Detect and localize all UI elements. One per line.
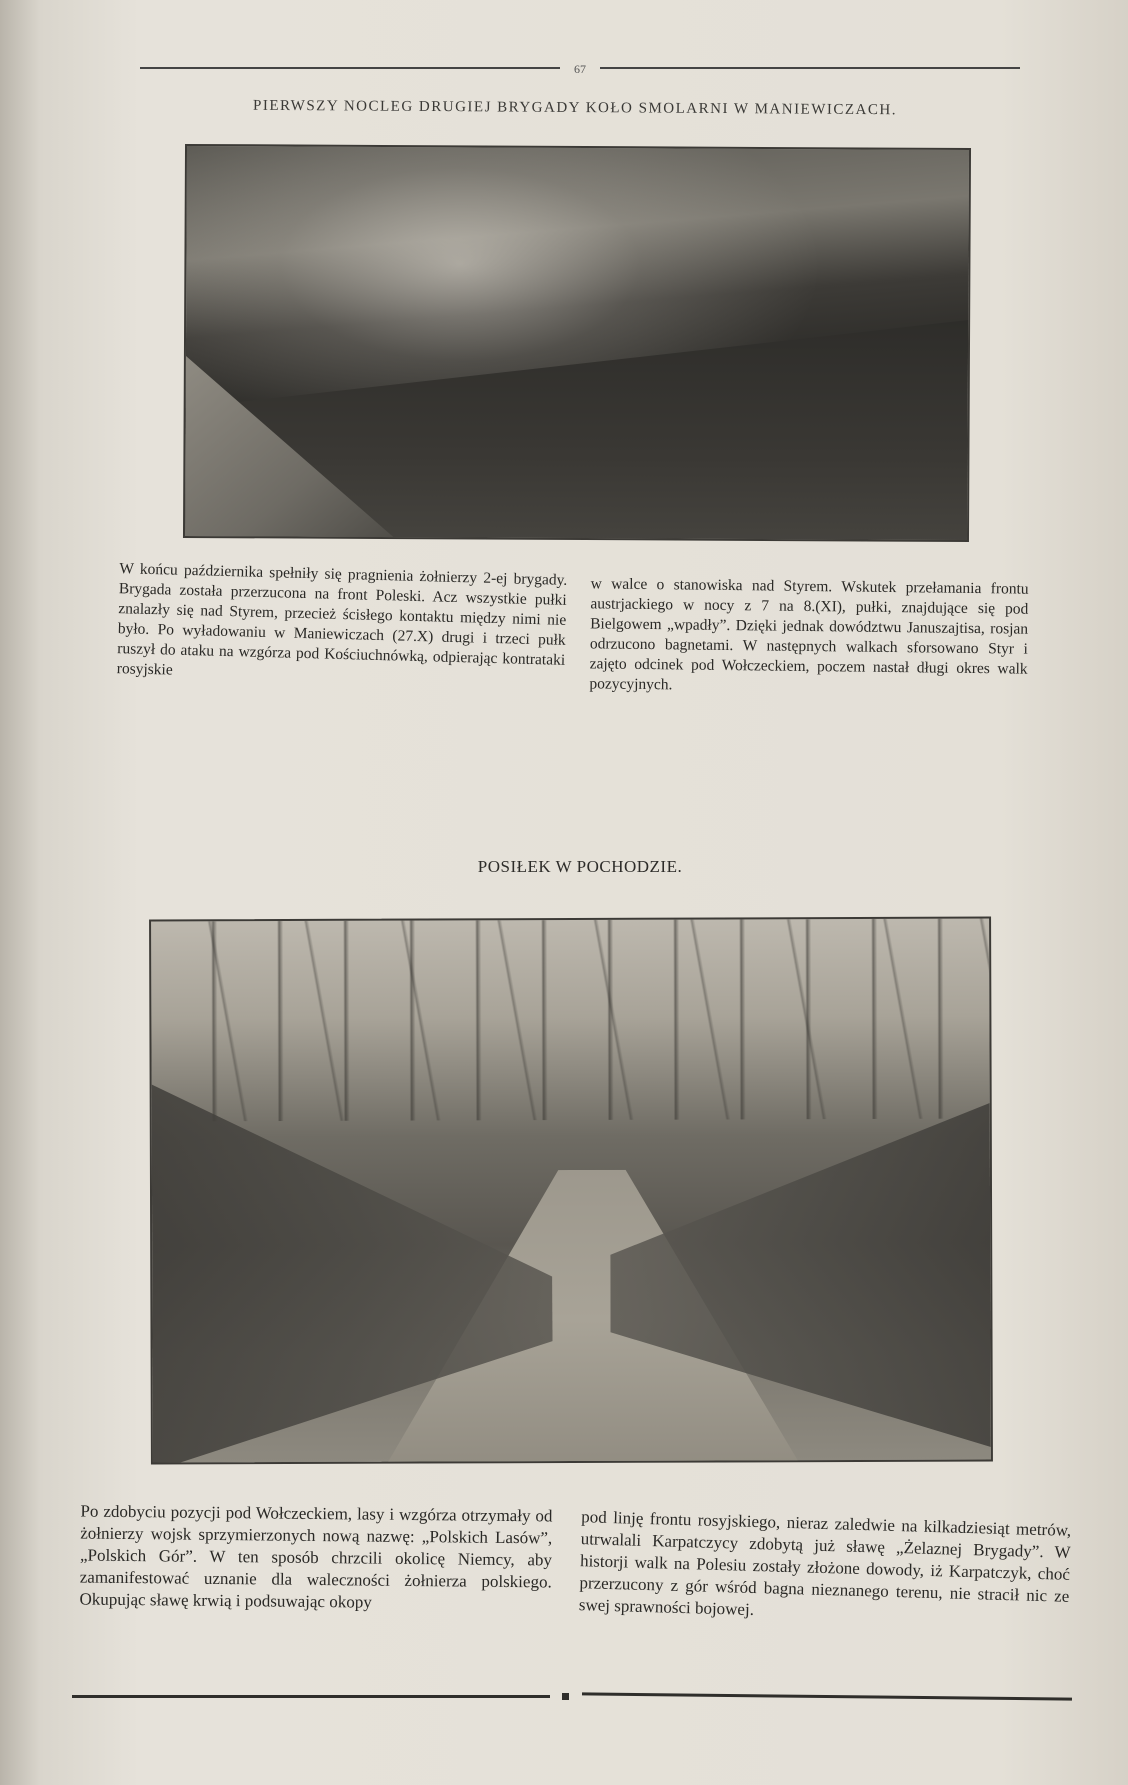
photo-soldiers-trench (183, 144, 971, 542)
text-block-1-right: w walce o stanowiska nad Styrem. Wskutek przełamania frontu austrjackiego w nocy z 7 na 8.(XI), pułki, znajdujące się pod Bielgowem „wpadły”. Dzięki jednak dowództwu Januszajtisa, rosjan odrzucono bagnetami. W następnych walkach sforsowano Styr i zajęto odcinek pod Wołczeckiem, poczem nastał długi okres walk pozycyjnych. (589, 575, 1029, 694)
text-block-2-left: Po zdobyciu pozycji pod Wołczeckiem, lasy i wzgórza otrzymały od żołnierzy wojsk sprzymierzonych nową nazwę: „Polskich Lasów”, „Polskich Gór”. W ten sposób chrzcili okolicę Niemcy, aby zamanifestować uznanie dla waleczności żołnierza polskiego. Okupując sławę krwią i podsuwając okopy (79, 1501, 553, 1612)
text-block-2-right: pod linję frontu rosyjskiego, nieraz zaledwie na kilkadziesiąt metrów, utrwalali Karpatczycy zdobytą już sławę „Żelaznej Brygady”. W historji walk na Polesiu zostały złożone dowody, iż Karpatczyk, choć przerzucony z gór wśród bagna nieznanego terenu, nie stracił nic ze swej sprawności bojowej. (578, 1507, 1072, 1620)
photo-1-caption: PIERWSZY NOCLEG DRUGIEJ BRYGADY KOŁO SMOLARNI W MANIEWICZACH. (252, 97, 898, 119)
page-number: 67 (574, 62, 586, 76)
footer-ornament (562, 1693, 569, 1700)
footer-rule-right (582, 1692, 1072, 1700)
header-rule-left (140, 67, 560, 69)
text-block-1-left: W końcu października spełniły się pragnienia żołnierzy 2-ej brygady. Brygada została przerzucona na front Poleski. Acz wszystkie pułki znalazły się nad Styrem, przecież ścisłego kontaktu między nimi nie było. Po wyładowaniu w Maniewiczach (27.X) drugi i trzeci pułk ruszył do ataku na wzgórza pod Kościuchnówką, odpierając kontrataki rosyjskie (116, 560, 568, 679)
photo-2-trees (151, 919, 990, 1122)
photo-2-caption: POSIŁEK W POCHODZIE. (477, 857, 683, 876)
photo-soldiers-meal (149, 917, 993, 1465)
header-rule-right (600, 67, 1020, 69)
footer-rule (72, 1690, 1072, 1704)
footer-rule-left (72, 1695, 550, 1698)
